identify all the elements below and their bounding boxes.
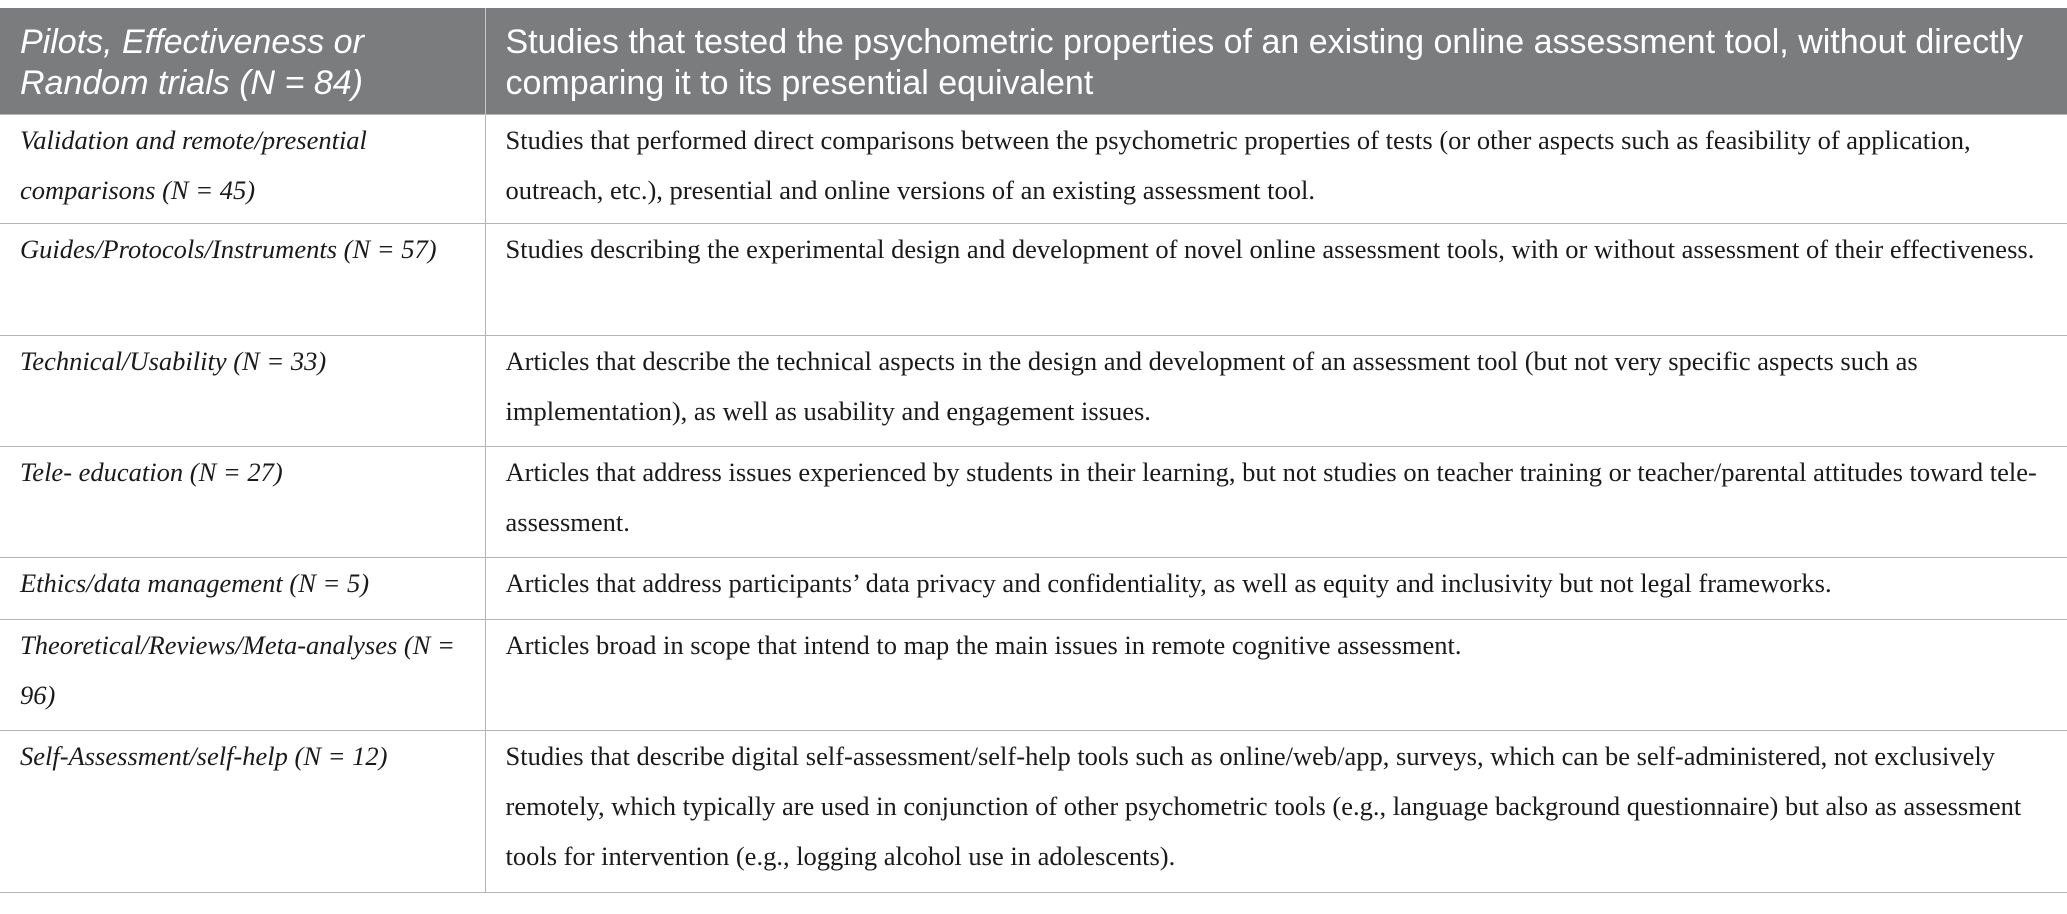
row-description: Articles that address participants’ data privacy and confidentiality, as well as equity and inclusivity but not legal frameworks. bbox=[485, 558, 2067, 620]
row-description: Studies that describe digital self-assessment/self-help tools such as online/web/app, surveys, which can be self-administered, not exclusively remotely, which typically are used in conjunction of other psychometric tools (e.g., language background questionnaire) but also as assessment tools for intervention (e.g., logging alcohol use in adolescents). bbox=[485, 731, 2067, 893]
row-category: Ethics/data management (N = 5) bbox=[0, 558, 485, 620]
header-category: Pilots, Effectiveness or Random trials (N = 84) bbox=[0, 8, 485, 115]
row-category: Technical/Usability (N = 33) bbox=[0, 336, 485, 447]
table-header-row bbox=[0, 8, 2067, 115]
table-row bbox=[0, 731, 2067, 893]
row-description: Articles broad in scope that intend to map the main issues in remote cognitive assessment. bbox=[485, 620, 2067, 731]
row-description: Articles that describe the technical aspects in the design and development of an assessment tool (but not very specific aspects such as implementation), as well as usability and engagement issues. bbox=[485, 336, 2067, 447]
header-description: Studies that tested the psychometric properties of an existing online assessment tool, without directly comparing it to its presential equivalent bbox=[485, 8, 2067, 115]
table-row bbox=[0, 336, 2067, 447]
row-category: Guides/Protocols/Instruments (N = 57) bbox=[0, 224, 485, 336]
row-category: Self-Assessment/self-help (N = 12) bbox=[0, 731, 485, 893]
row-category: Tele- education (N = 27) bbox=[0, 447, 485, 558]
row-description: Studies that performed direct comparisons between the psychometric properties of tests (or other aspects such as feasibility of application, outreach, etc.), presential and online versions of an existing assessment tool. bbox=[485, 115, 2067, 224]
categories-table bbox=[0, 8, 2067, 893]
row-category: Validation and remote/presential comparisons (N = 45) bbox=[0, 115, 485, 224]
table-row bbox=[0, 447, 2067, 558]
table-row bbox=[0, 115, 2067, 224]
table-row bbox=[0, 620, 2067, 731]
row-category: Theoretical/Reviews/Meta-analyses (N = 96) bbox=[0, 620, 485, 731]
row-description: Articles that address issues experienced by students in their learning, but not studies on teacher training or teacher/parental attitudes toward tele-assessment. bbox=[485, 447, 2067, 558]
row-description: Studies describing the experimental design and development of novel online assessment tools, with or without assessment of their effectiveness. bbox=[485, 224, 2067, 336]
table-row bbox=[0, 558, 2067, 620]
table-row bbox=[0, 224, 2067, 336]
